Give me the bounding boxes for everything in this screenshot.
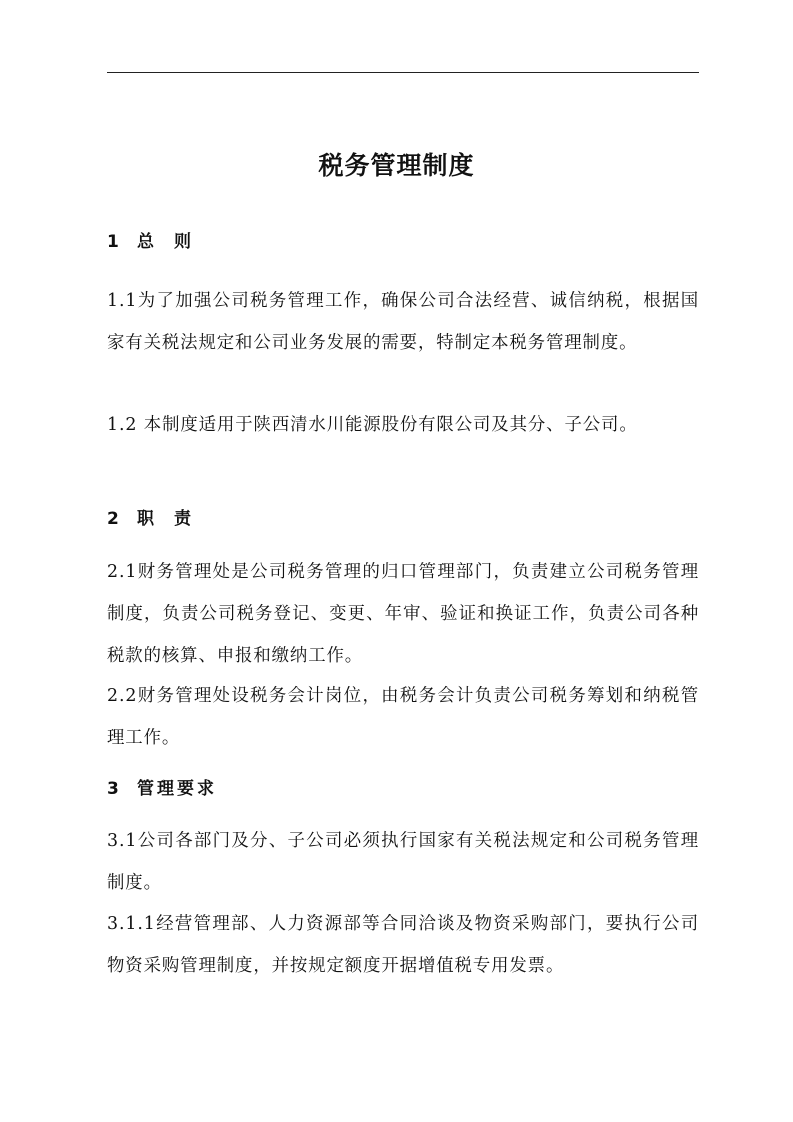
paragraph-3-1: 3.1公司各部门及分、子公司必须执行国家有关税法规定和公司税务管理制度。 bbox=[107, 831, 699, 893]
paragraph-1-1: 1.1为了加强公司税务管理工作，确保公司合法经营、诚信纳税，根据国家有关税法规定和公司业务发展的需要，特制定本税务管理制度。 bbox=[107, 291, 699, 353]
section-heading-3 bbox=[107, 774, 217, 804]
section-title: 职责 bbox=[137, 509, 211, 529]
section-number: 1 bbox=[107, 232, 119, 252]
header-rule bbox=[107, 72, 699, 73]
section-title: 总则 bbox=[137, 232, 211, 252]
section-title: 管理要求 bbox=[137, 779, 217, 799]
paragraph-2-1: 2.1财务管理处是公司税务管理的归口管理部门，负责建立公司税务管理制度，负责公司税务登记、变更、年审、验证和换证工作，负责公司各种税款的核算、申报和缴纳工作。 bbox=[107, 562, 699, 666]
paragraph-3-1-1: 3.1.1经营管理部、人力资源部等合同洽谈及物资采购部门，要执行公司物资采购管理制度，并按规定额度开据增值税专用发票。 bbox=[107, 914, 699, 976]
section-number: 2 bbox=[107, 509, 119, 529]
paragraph-1-2: 1.2 本制度适用于陕西清水川能源股份有限公司及其分、子公司。 bbox=[107, 415, 638, 435]
section-heading-1 bbox=[107, 227, 211, 257]
document-title: 税务管理制度 bbox=[318, 151, 475, 180]
section-heading-2 bbox=[107, 504, 211, 534]
paragraph-2-2: 2.2财务管理处设税务会计岗位，由税务会计负责公司税务筹划和纳税管理工作。 bbox=[107, 686, 699, 748]
section-number: 3 bbox=[107, 779, 119, 799]
